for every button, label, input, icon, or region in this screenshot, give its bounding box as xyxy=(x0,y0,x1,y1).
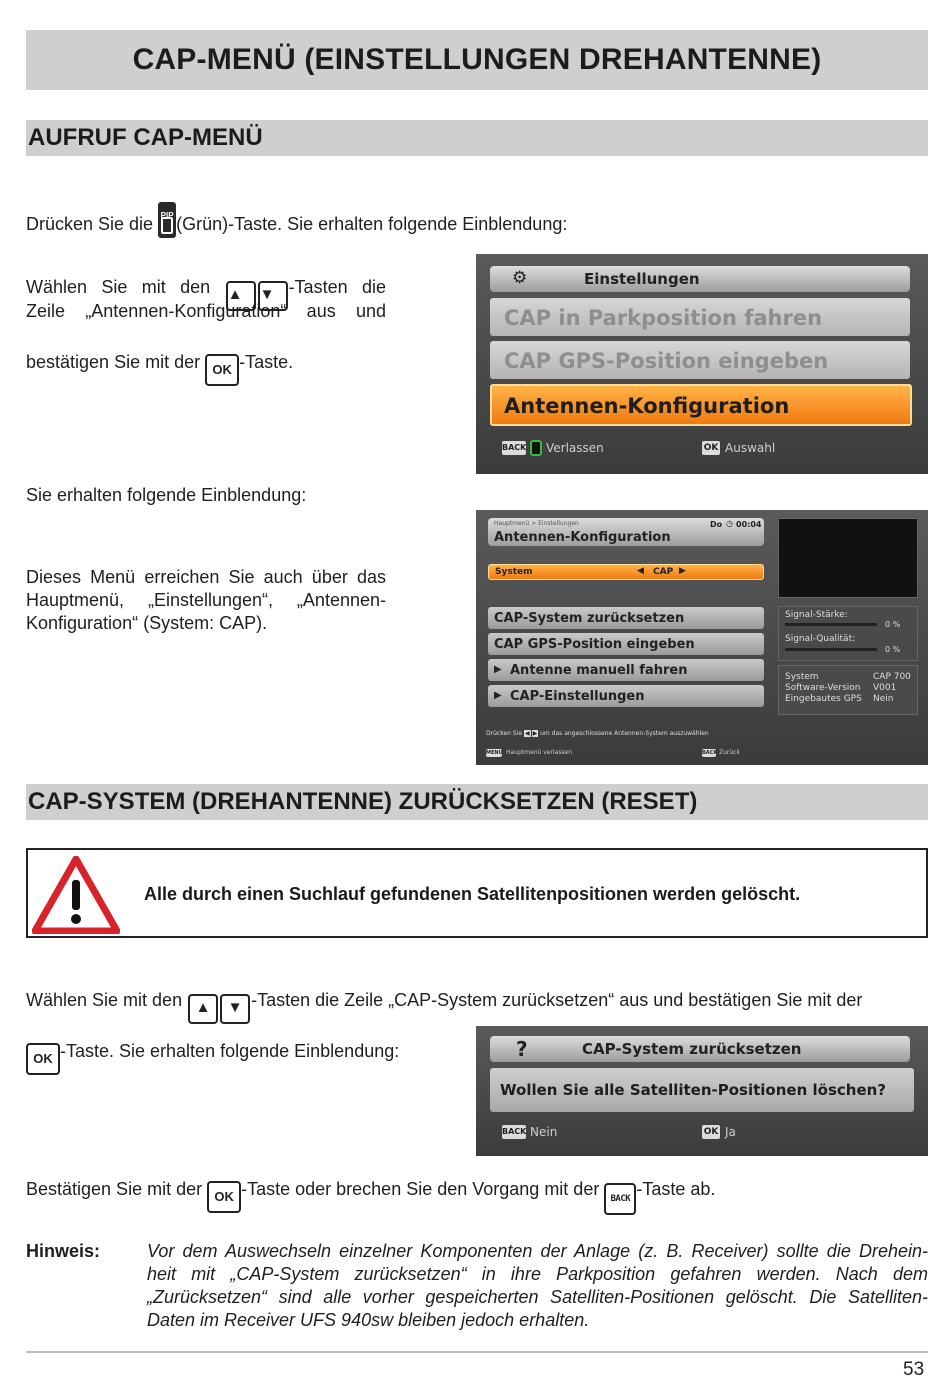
settings-title: Einstellungen xyxy=(584,270,700,288)
reset-select-text-b: -Tasten die Zeile „CAP-System zurücksetzen“ aus und bestätigen Sie mit der xyxy=(251,990,863,1010)
intro-text-a: Drücken Sie die xyxy=(26,214,154,234)
question-icon: ? xyxy=(516,1037,528,1061)
signal-quality-bar xyxy=(785,648,877,651)
select-text-b: -Tasten die xyxy=(288,277,386,297)
note-line-3: „Zurücksetzen“ sind alle vorher gespeicherten Satelliten-Positionen gelöscht. Die Satelliten- xyxy=(147,1287,928,1307)
note-line-2: heit mit „CAP-System zurücksetzen“ in ihre Parkposition gefahren werden. Nach dem xyxy=(147,1264,928,1284)
section-heading-text: AUFRUF CAP-MENÜ xyxy=(28,124,263,151)
footer-exit-label: Verlassen xyxy=(546,441,604,455)
page-title: CAP-MENÜ (EINSTELLUNGEN DREHANTENNE) xyxy=(132,43,822,76)
pip-green-key-icon xyxy=(158,202,176,238)
menu-item-park-label: CAP in Parkposition fahren xyxy=(504,306,823,330)
info-value-system: CAP 700 xyxy=(873,672,911,682)
signal-quality-label: Signal-Qualität: xyxy=(785,634,856,644)
footer-no-label: Nein xyxy=(530,1125,558,1139)
hint-text-b: um das angeschlossene Antennen-System auszuwählen xyxy=(540,730,709,737)
down-key-icon: ▼ xyxy=(220,994,250,1024)
reset-confirm-text-a: Bestätigen Sie mit der xyxy=(26,1179,203,1199)
intro-text xyxy=(26,202,567,238)
config-menu-settings[interactable] xyxy=(488,685,764,707)
config-menu-reset-label: CAP-System zurücksetzen xyxy=(494,611,685,626)
clock-icon: ◷ xyxy=(726,519,733,528)
video-preview xyxy=(778,518,918,598)
warning-box xyxy=(26,848,928,938)
reset-dialog-question: Wollen Sie alle Satelliten-Positionen löschen? xyxy=(500,1081,886,1099)
note-line-1: Vor dem Auswechseln einzelner Komponenten der Anlage (z. B. Receiver) sollte die Drehein- xyxy=(147,1241,928,1261)
note-line-4: Daten im Receiver UFS 940sw bleiben jedoch erhalten. xyxy=(147,1310,590,1330)
reset-dialog-title: CAP-System zurücksetzen xyxy=(582,1040,802,1058)
back-key-icon: BACK xyxy=(502,441,526,455)
confirm-line xyxy=(26,351,293,386)
reset-confirm-text-c: -Taste ab. xyxy=(636,1179,716,1199)
config-header xyxy=(488,518,764,546)
settings-header xyxy=(490,266,910,292)
system-label: System xyxy=(495,567,533,577)
arrow-left-icon: ◀ xyxy=(637,566,644,576)
up-key-icon: ▲ xyxy=(188,994,218,1024)
reset-select-line xyxy=(26,989,862,1024)
confirm-text-a: bestätigen Sie mit der xyxy=(26,352,201,372)
config-menu-manual[interactable] xyxy=(488,659,764,681)
reset-dialog-screen xyxy=(476,1026,928,1156)
config-menu-manual-label: Antenne manuell fahren xyxy=(510,663,688,678)
ok-key-icon: OK xyxy=(207,1181,241,1213)
clock-time: 00:04 xyxy=(736,520,762,529)
select-text-a: Wählen Sie mit den xyxy=(26,277,211,297)
confirm-text-b: -Taste. xyxy=(239,352,294,372)
signal-strength-value: 0 % xyxy=(885,620,901,629)
ok-mini-key-icon: OK xyxy=(703,1127,719,1137)
back-mini-key-icon: BACK xyxy=(702,750,718,756)
page-number: 53 xyxy=(903,1359,925,1378)
footer-menu-label: Hauptmenü verlassen xyxy=(506,749,572,756)
hint-right-key-icon: ▶ xyxy=(532,730,538,737)
config-menu-reset[interactable] xyxy=(488,607,764,629)
section-heading-text: CAP-SYSTEM (DREHANTENNE) ZURÜCKSETZEN (RESET) xyxy=(28,788,698,815)
green-key-icon xyxy=(530,440,542,456)
hint-line xyxy=(486,730,709,737)
reset-dialog-body xyxy=(490,1068,914,1112)
alt-line-2: Hauptmenü, „Einstellungen“, „Antennen- xyxy=(26,590,386,610)
clock-day: Do xyxy=(710,520,723,529)
config-menu-gps[interactable] xyxy=(488,633,764,655)
menu-key-icon: MENU xyxy=(486,750,503,756)
signal-quality-value: 0 % xyxy=(885,645,901,654)
gear-icon: ⚙ xyxy=(512,268,528,288)
reset-select-text-a: Wählen Sie mit den xyxy=(26,990,183,1010)
config-menu-settings-label: CAP-Einstellungen xyxy=(510,689,645,704)
back-key-icon: BACK xyxy=(502,1125,526,1139)
reset-dialog-header xyxy=(490,1036,910,1062)
info-label-gps: Eingebautes GPS xyxy=(785,694,862,704)
ok-key-icon: OK xyxy=(26,1043,60,1075)
info-label-software: Software-Version xyxy=(785,683,861,693)
footer-select-label: Auswahl xyxy=(725,441,776,455)
settings-menu-screen xyxy=(476,254,928,474)
reset-ok-line xyxy=(26,1040,399,1075)
hint-left-key-icon: ◀ xyxy=(524,730,530,737)
section-heading-reset xyxy=(26,784,928,820)
page-title-bar xyxy=(26,30,928,90)
warning-text: Alle durch einen Suchlauf gefundenen Satellitenpositionen werden gelöscht. xyxy=(144,884,801,904)
breadcrumb: Hauptmenü > Einstellungen xyxy=(494,520,579,527)
reset-confirm-text-b: -Taste oder brechen Sie den Vorgang mit der xyxy=(241,1179,600,1199)
warning-triangle-icon xyxy=(32,856,120,934)
menu-item-gps[interactable] xyxy=(490,341,910,379)
config-menu-gps-label: CAP GPS-Position eingeben xyxy=(494,637,695,652)
menu-item-park[interactable] xyxy=(490,298,910,336)
system-selector-row[interactable] xyxy=(488,564,764,580)
menu-item-antenna-config-label: Antennen-Konfiguration xyxy=(504,394,790,418)
ok-mini-key-icon: OK xyxy=(703,443,719,453)
select-line-2: Zeile „Antennen-Konfiguration“ aus und xyxy=(26,301,386,321)
triangle-right-icon: ▶ xyxy=(494,664,502,675)
menu-item-gps-label: CAP GPS-Position eingeben xyxy=(504,349,829,373)
signal-strength-label: Signal-Stärke: xyxy=(785,610,848,620)
info-value-software: V001 xyxy=(873,683,897,693)
system-value: CAP xyxy=(653,567,674,577)
signal-strength-bar xyxy=(785,623,877,626)
reset-select-text-c: -Taste. Sie erhalten folgende Einblendung: xyxy=(60,1041,400,1061)
info-label-system: System xyxy=(785,672,819,682)
triangle-right-icon: ▶ xyxy=(494,690,502,701)
pip-key-frame xyxy=(161,217,173,234)
system-info-panel xyxy=(778,665,918,715)
note-label: Hinweis: xyxy=(26,1241,101,1261)
section-heading-aufruf xyxy=(26,120,928,156)
antenna-config-screen xyxy=(476,510,928,765)
result-text: Sie erhalten folgende Einblendung: xyxy=(26,485,307,505)
down-key-icon: ▼ xyxy=(258,281,288,311)
config-title: Antennen-Konfiguration xyxy=(494,530,671,545)
info-value-gps: Nein xyxy=(873,694,894,704)
footer-yes-label: Ja xyxy=(725,1125,736,1139)
hint-text-a: Drücken Sie xyxy=(486,730,523,737)
arrow-right-icon: ▶ xyxy=(679,566,686,576)
pip-key-label: PIP xyxy=(160,211,174,220)
reset-confirm-line xyxy=(26,1178,715,1215)
footer-back-label: Zurück xyxy=(719,749,740,756)
menu-item-antenna-config[interactable] xyxy=(490,384,912,426)
footer-rule xyxy=(26,1351,928,1353)
signal-panel xyxy=(778,606,918,661)
alt-line-3: Konfiguration“ (System: CAP). xyxy=(26,613,268,633)
back-key-icon: BACK xyxy=(604,1183,636,1215)
up-key-icon: ▲ xyxy=(226,281,256,311)
alt-line-1: Dieses Menü erreichen Sie auch über das xyxy=(26,567,386,587)
ok-key-icon: OK xyxy=(205,354,239,386)
intro-text-b: (Grün)-Taste. Sie erhalten folgende Einblendung: xyxy=(176,214,568,234)
